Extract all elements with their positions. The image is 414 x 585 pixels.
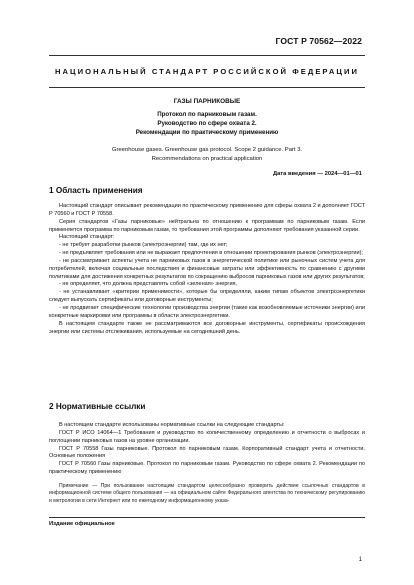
paragraph: Настоящий стандарт описывает рекомендации по практическому применению для сферы охвата 2 и дополняет ГОСТ Р 70560 и ГОСТ Р 70558. xyxy=(49,203,365,217)
document-subtitle: Протокол по парниковым газам. Руководство по сфере охвата 2. Рекомендации по практическому применению xyxy=(135,111,279,136)
english-title: Greenhouse gases. Greenhouse gas protocol. Scope 2 guidance. Part 3. Recommendations on practical application xyxy=(111,147,303,162)
title-rule xyxy=(49,87,365,88)
note-paragraph: Примечание — При пользовании настоящим стандартом целесообразно проверить действие ссылочных стандартов в информационной системе общего пользования — на официальном сайте Федерального агентства по техническому регулированию и метрологии в сети Интернет или по ежегодному информационному указа- xyxy=(49,483,365,504)
introduction-date: Дата введения — 2024—01—01 xyxy=(272,171,362,177)
list-item: - не рассматривает аспекты учета не парниковых газов в энергетической политике или рыночных систем учета для потребителей, включая социальные последствия и финансовые затраты или эффективность по сравнению с другими политиками для достижения конкретных результатов по сокращению выбросов парниковых газов или других результатов; xyxy=(49,257,365,280)
list-item: - не требует разработки рынков (электроэнергии) там, где их нет; xyxy=(59,242,228,249)
list-item: - не продвигает специфические технологии производства энергии (такие как возобновляемые источники энергии) или конкретные маркировки или программы в области электроэнергетики. xyxy=(49,304,365,319)
national-standard-title: НАЦИОНАЛЬНЫЙ СТАНДАРТ РОССИЙСКОЙ ФЕДЕРАЦИИ xyxy=(54,67,360,76)
page-number: 1 xyxy=(358,557,362,563)
paragraph: В настоящем стандарте также не рассматриваются все договорные инструменты, сертификаты происхождения энергии или системы отслеживания, используемые на сегодняшний день. xyxy=(49,320,365,335)
section-heading-normative-references: 2 Нормативные ссылки xyxy=(49,402,146,411)
list-item: - не предъявляет требования или не выражает предпочтения в отношении проектирования рынков (электроэнергии); xyxy=(59,250,363,257)
reference-item: ГОСТ Р ИСО 14064—1 Требования и руководство по количественному определению и отчетности о выбросах и поглощении парниковых газов на уровне организации. xyxy=(49,429,365,444)
paragraph: Настоящий стандарт: xyxy=(59,234,115,241)
list-item: - не устанавливает «критерии применимости», которые бы определяли, каким типам объектов электроэнергетики следует выпускать сертификаты или договорные инструменты; xyxy=(49,289,365,304)
paragraph: В настоящем стандарте использованы нормативные ссылки на следующие стандарты: xyxy=(59,422,285,428)
official-edition-label: Издание официальное xyxy=(49,521,115,527)
top-rule xyxy=(49,55,365,56)
paragraph: Серия стандартов «Газы парниковые» нейтральна по отношению к программам по парниковым газам. Если применяется программа по парниковым газам, то требования этой программы дополняют требования указанной серии. xyxy=(49,218,365,233)
section-scope-body xyxy=(49,203,365,336)
list-item: - не определяет, что должна представлять собой «зеленая» энергия, xyxy=(59,281,238,288)
section-normative-body xyxy=(49,422,365,477)
gost-number: ГОСТ Р 70562—2022 xyxy=(275,36,362,46)
footer-rule xyxy=(49,517,365,518)
reference-item: ГОСТ Р 70560 Газы парниковые. Протокол по парниковым газам. Руководство по сфере охвата 2. Рекомендации по практическому применению xyxy=(49,461,365,476)
document-title: ГАЗЫ ПАРНИКОВЫЕ xyxy=(173,98,241,105)
reference-item: ГОСТ Р 70558 Газы парниковые. Протокол по парниковым газам. Корпоративный стандарт учета и отчетности. Основные положения xyxy=(49,445,365,460)
section-heading-scope: 1 Область применения xyxy=(49,186,143,195)
